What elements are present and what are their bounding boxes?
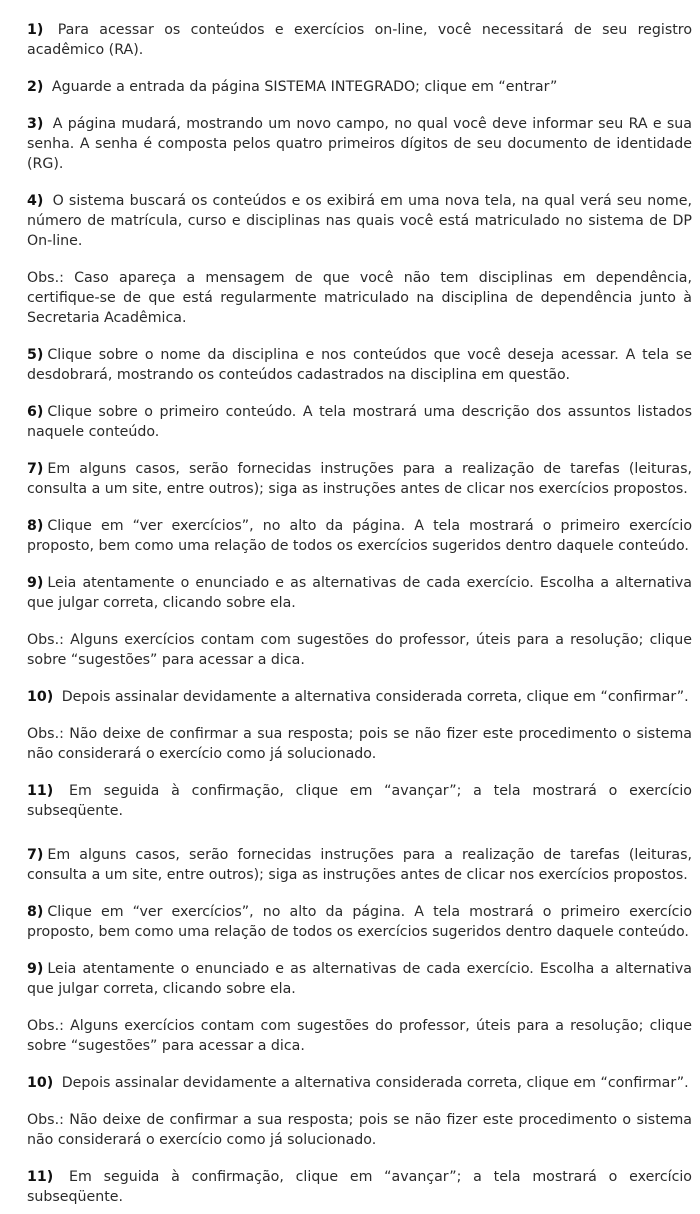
step-number: 10) xyxy=(27,1075,54,1091)
step-number: 8) xyxy=(27,904,44,920)
obs-text: Obs.: Alguns exercícios contam com sugestões do professor, úteis para a resolução; clique sobre “sugestões” para acessar a dica. xyxy=(27,632,692,668)
step-number: 7) xyxy=(27,461,44,477)
step-text: Em alguns casos, serão fornecidas instruções para a realização de tarefas (leituras, consulta a um site, entre outros); siga as instruções antes de clicar nos exercícios propostos. xyxy=(27,847,692,883)
step-paragraph-3 xyxy=(27,114,692,174)
step-paragraph-6 xyxy=(27,402,692,442)
step-number: 8) xyxy=(27,518,44,534)
step-text: Clique sobre o primeiro conteúdo. A tela mostrará uma descrição dos assuntos listados naquele conteúdo. xyxy=(27,404,692,440)
step-number: 7) xyxy=(27,847,44,863)
obs-paragraph xyxy=(27,724,692,764)
step-number: 5) xyxy=(27,347,44,363)
obs-paragraph xyxy=(27,1110,692,1150)
step-paragraph-2 xyxy=(27,77,692,97)
step-text: O sistema buscará os conteúdos e os exibirá em uma nova tela, na qual verá seu nome, número de matrícula, curso e disciplinas nas quais você está matriculado no sistema de DP On-line. xyxy=(27,193,692,249)
step-text: Em seguida à confirmação, clique em “avançar”; a tela mostrará o exercício subseqüente. xyxy=(27,783,692,819)
step-text: Em seguida à confirmação, clique em “avançar”; a tela mostrará o exercício subseqüente. xyxy=(27,1169,692,1205)
obs-text: Obs.: Não deixe de confirmar a sua resposta; pois se não fizer este procedimento o sistema não considerará o exercício como já solucionado. xyxy=(27,726,692,762)
step-number: 6) xyxy=(27,404,44,420)
step-text: Clique sobre o nome da disciplina e nos conteúdos que você deseja acessar. A tela se desdobrará, mostrando os conteúdos cadastrados na disciplina em questão. xyxy=(27,347,692,383)
obs-paragraph xyxy=(27,630,692,670)
step-number: 2) xyxy=(27,79,44,95)
step-number: 4) xyxy=(27,193,44,209)
step-text: Clique em “ver exercícios”, no alto da página. A tela mostrará o primeiro exercício proposto, bem como uma relação de todos os exercícios sugeridos dentro daquele conteúdo. xyxy=(27,518,692,554)
step-number: 9) xyxy=(27,575,44,591)
step-text: Depois assinalar devidamente a alternativa considerada correta, clique em “confirmar”. xyxy=(61,689,689,705)
obs-text: Obs.: Não deixe de confirmar a sua resposta; pois se não fizer este procedimento o sistema não considerará o exercício como já solucionado. xyxy=(27,1112,692,1148)
step-number: 10) xyxy=(27,689,54,705)
step-paragraph-9 xyxy=(27,573,692,613)
step-number: 3) xyxy=(27,116,44,132)
step-paragraph-9-repeat xyxy=(27,959,692,999)
step-text: Leia atentamente o enunciado e as alternativas de cada exercício. Escolha a alternativa que julgar correta, clicando sobre ela. xyxy=(27,961,692,997)
obs-paragraph xyxy=(27,268,692,328)
step-number: 1) xyxy=(27,22,44,38)
step-paragraph-1 xyxy=(27,20,692,60)
obs-text: Obs.: Caso apareça a mensagem de que você não tem disciplinas em dependência, certifique-se de que está regularmente matriculado na disciplina de dependência junto à Secretaria Acadêmica. xyxy=(27,270,692,326)
obs-text: Obs.: Alguns exercícios contam com sugestões do professor, úteis para a resolução; clique sobre “sugestões” para acessar a dica. xyxy=(27,1018,692,1054)
step-paragraph-7 xyxy=(27,459,692,499)
step-number: 9) xyxy=(27,961,44,977)
step-paragraph-7-repeat xyxy=(27,845,692,885)
step-text: Aguarde a entrada da página SISTEMA INTEGRADO; clique em “entrar” xyxy=(51,79,558,95)
step-paragraph-4 xyxy=(27,191,692,251)
obs-paragraph xyxy=(27,1016,692,1056)
step-text: Leia atentamente o enunciado e as alternativas de cada exercício. Escolha a alternativa que julgar correta, clicando sobre ela. xyxy=(27,575,692,611)
step-paragraph-8 xyxy=(27,516,692,556)
step-paragraph-8-repeat xyxy=(27,902,692,942)
step-text: Em alguns casos, serão fornecidas instruções para a realização de tarefas (leituras, consulta a um site, entre outros); siga as instruções antes de clicar nos exercícios propostos. xyxy=(27,461,692,497)
step-text: A página mudará, mostrando um novo campo, no qual você deve informar seu RA e sua senha. A senha é composta pelos quatro primeiros dígitos de seu documento de identidade (RG). xyxy=(27,116,692,172)
step-text: Depois assinalar devidamente a alternativa considerada correta, clique em “confirmar”. xyxy=(61,1075,689,1091)
step-paragraph-10-repeat xyxy=(27,1073,692,1093)
step-number: 11) xyxy=(27,783,54,799)
step-paragraph-10 xyxy=(27,687,692,707)
step-paragraph-11-repeat xyxy=(27,1167,692,1207)
step-text: Clique em “ver exercícios”, no alto da página. A tela mostrará o primeiro exercício proposto, bem como uma relação de todos os exercícios sugeridos dentro daquele conteúdo. xyxy=(27,904,692,940)
step-number: 11) xyxy=(27,1169,54,1185)
step-paragraph-11 xyxy=(27,781,692,821)
step-paragraph-5 xyxy=(27,345,692,385)
step-text: Para acessar os conteúdos e exercícios on-line, você necessitará de seu registro acadêmico (RA). xyxy=(27,22,692,58)
